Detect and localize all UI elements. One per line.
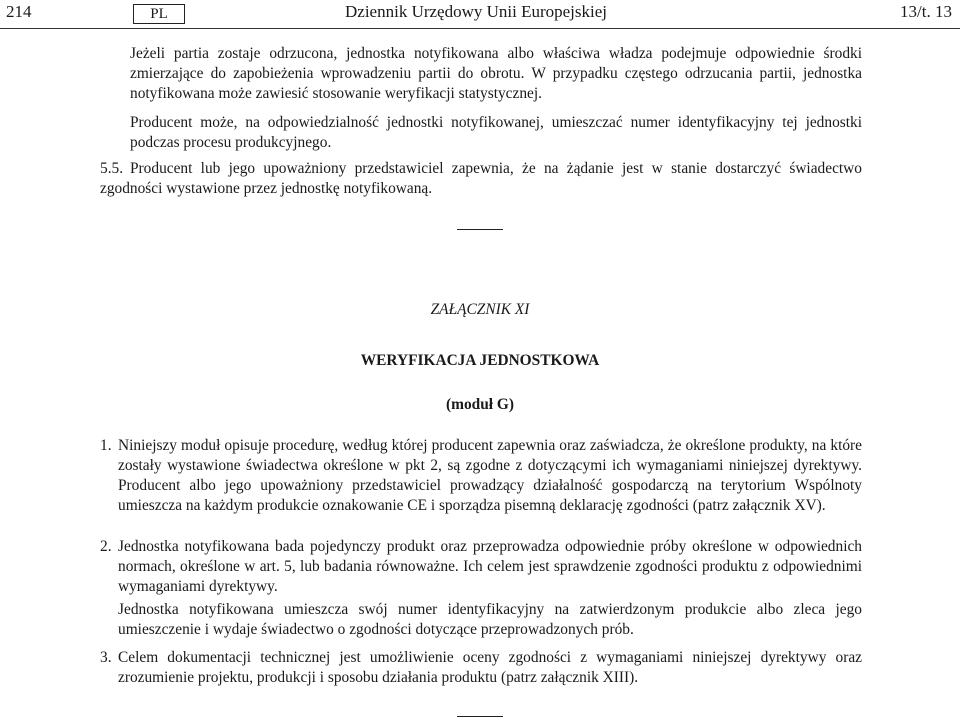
list-item-text: Jednostka notyfikowana bada pojedynczy produkt oraz przeprowadza odpowiednie próby określone w odpowiednich normach, określone w art. 5, lub badania równoważne. Ich celem jest sprawdzenie zgodności produktu z odpowiednimi wymaganiami dyrektywy. [118, 538, 862, 595]
header-rule [0, 28, 960, 29]
issue-number: 13/t. 13 [900, 2, 952, 21]
list-item-number: 3. [100, 649, 112, 666]
list-item-number: 2. [100, 538, 112, 555]
list-item-2 [100, 537, 862, 597]
paragraph-text: Producent lub jego upoważniony przedstawiciel zapewnia, że na żądanie jest w stanie dostarczyć świadectwo zgodności wystawione przez jednostkę notyfikowaną. [100, 160, 862, 197]
bottom-divider [457, 716, 503, 717]
language-badge: PL [133, 4, 185, 24]
paragraph-number: 5.5. [100, 160, 124, 177]
list-item-3 [100, 648, 862, 688]
annex-title: WERYFIKACJA JEDNOSTKOWA [360, 352, 600, 369]
page-number: 214 [6, 2, 32, 21]
journal-title: Dziennik Urzędowy Unii Europejskiej [345, 2, 608, 21]
paragraph-identification-number: Producent może, na odpowiedzialność jednostki notyfikowanej, umieszczać numer identyfikacyjny tej jednostki podczas procesu produkcyjnego. [130, 114, 862, 151]
annex-module: (moduł G) [446, 396, 514, 413]
list-item-number: 1. [100, 437, 112, 454]
list-item-text: Celem dokumentacji technicznej jest umożliwienie oceny zgodności z wymaganiami niniejszej dyrektywy oraz zrozumienie projektu, produkcji i sposobu działania produktu (patrz załącznik XIII). [118, 649, 862, 686]
annex-label: ZAŁĄCZNIK XI [430, 301, 530, 318]
paragraph-batch-rejection: Jeżeli partia zostaje odrzucona, jednostka notyfikowana albo właściwa władza podejmuje odpowiednie środki zmierzające do zapobieżenia wprowadzeniu partii do obrotu. W przypadku częstego odrzucania partii, jednostka notyfikowana może zawiesić stosowanie weryfikacji statystycznej. [130, 45, 862, 102]
page-header [0, 0, 960, 30]
list-item-text: Niniejszy moduł opisuje procedurę, według której producent zapewnia oraz zaświadcza, że określone produkty, na które zostały wystawione świadectwa określone w pkt 2, są zgodne z dotyczącymi ich wymaganiami niniejszej dyrektywy. Producent albo jego upoważniony przedstawiciel prowadzący działalność gospodarczą na terytorium Wspólnoty umieszcza na każdym produkcie oznakowanie CE i sporządza pisemną deklarację zgodności (patrz załącznik XV). [118, 437, 862, 514]
section-divider [457, 229, 503, 230]
list-item-2-subparagraph: Jednostka notyfikowana umieszcza swój numer identyfikacyjny na zatwierdzonym produkcie albo zleca jego umieszczenie i wydaje świadectwo o zgodności dotyczące przeprowadzonych prób. [118, 601, 862, 638]
list-item-1 [100, 436, 862, 516]
paragraph-5-5 [100, 159, 862, 199]
